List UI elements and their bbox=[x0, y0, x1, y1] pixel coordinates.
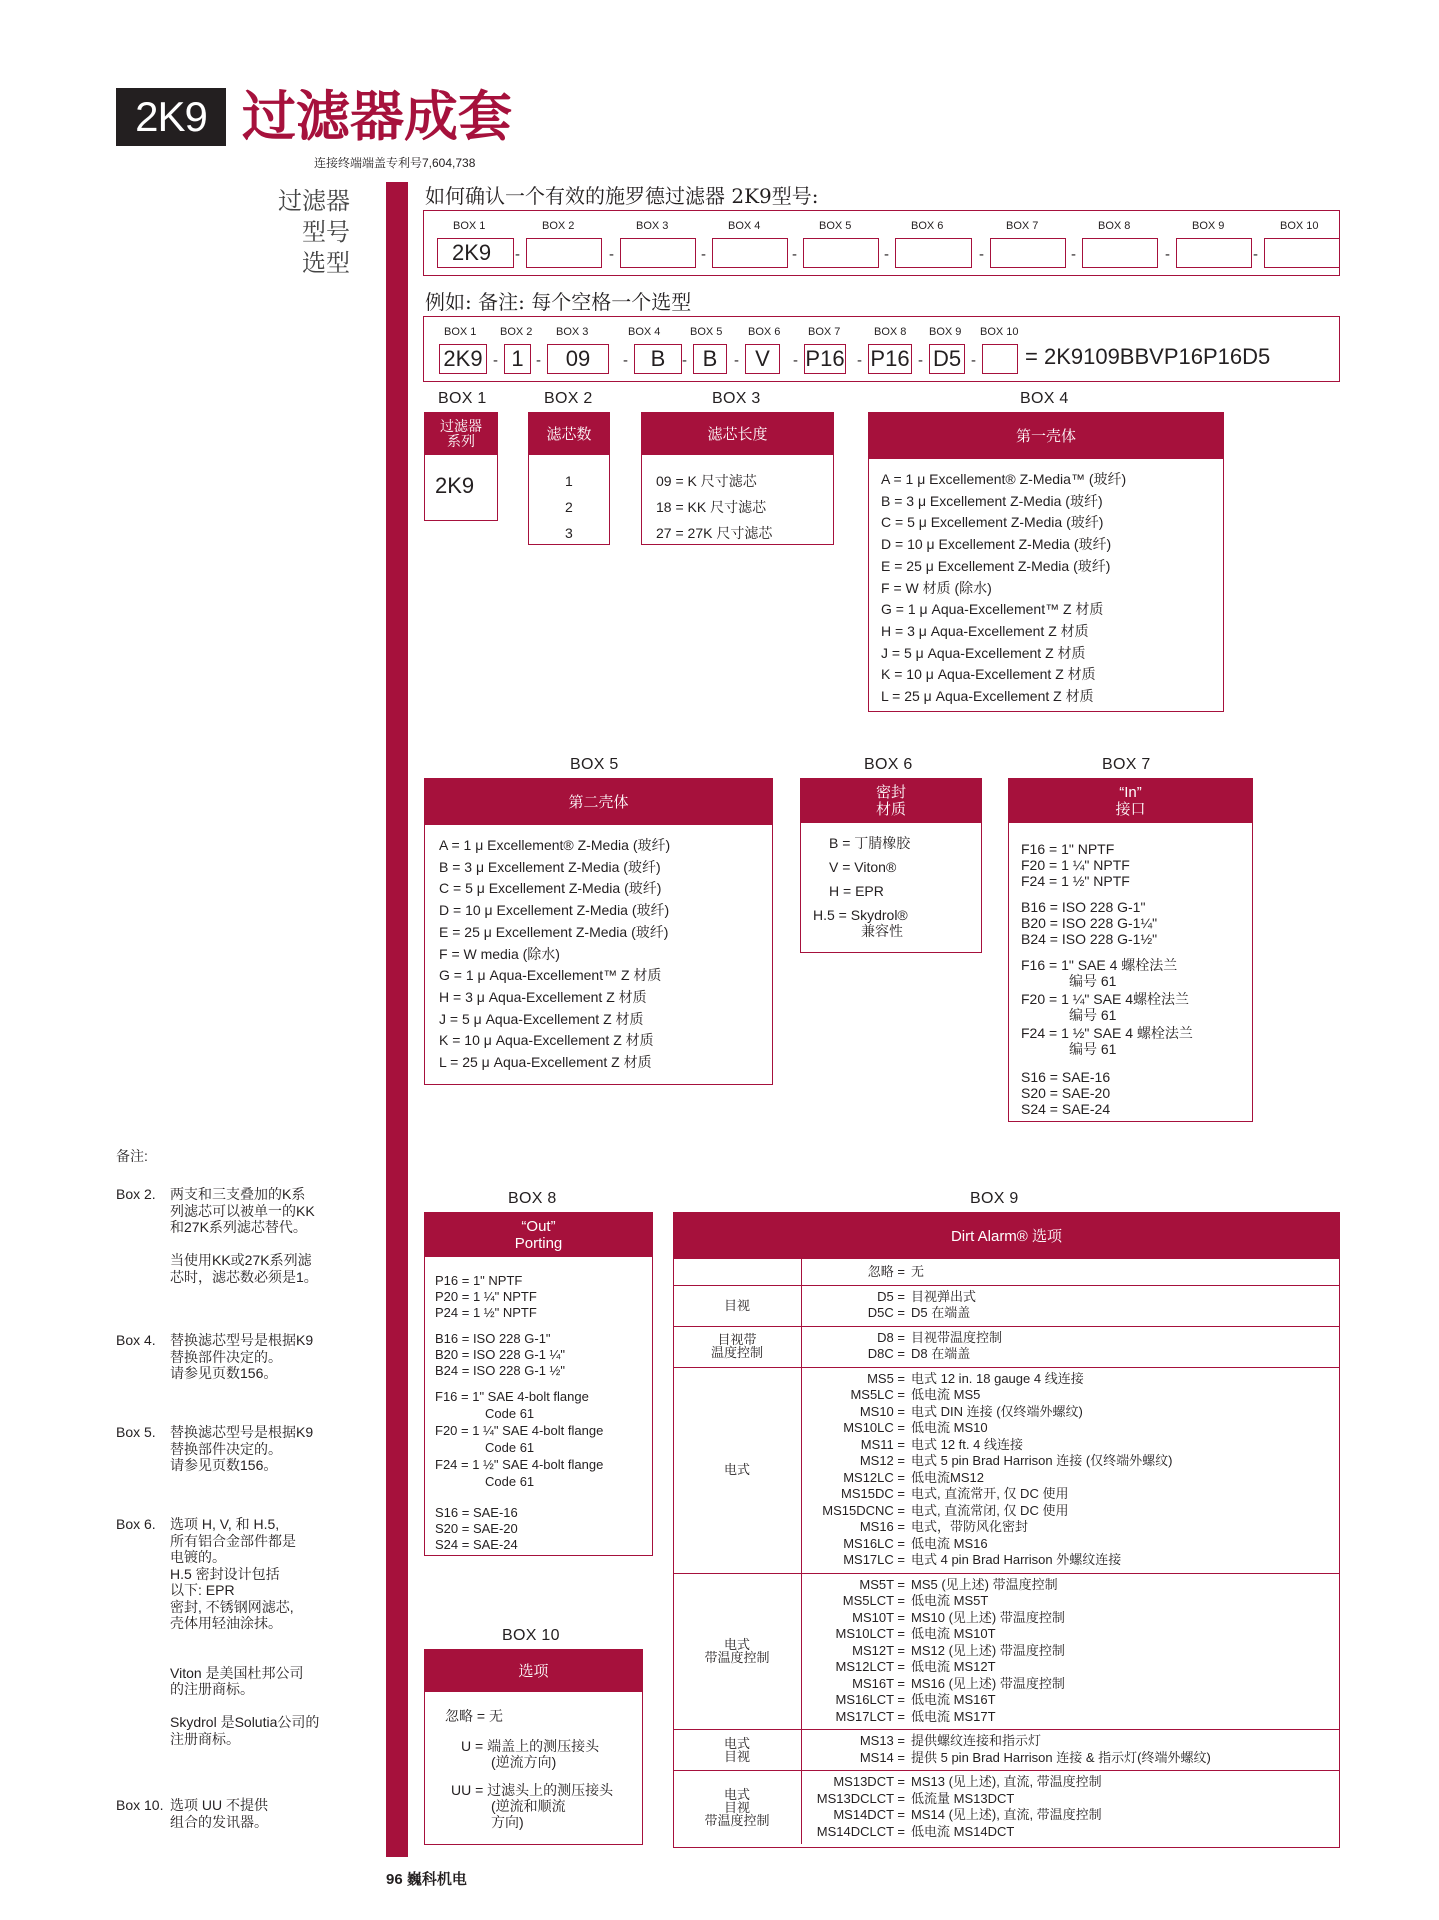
box8-line-14: S20 = SAE-20 bbox=[435, 1521, 518, 1536]
box9-row-code: D8C = bbox=[867, 1346, 905, 1361]
box8-line-4: B16 = ISO 228 G-1" bbox=[435, 1331, 551, 1346]
box9-row-desc: 电式 DIN 连接 (仅终端外螺纹) bbox=[911, 1403, 1083, 1419]
example-box-label-7: BOX 7 bbox=[808, 326, 841, 338]
box8-line-6: B24 = ISO 228 G-1 ½" bbox=[435, 1363, 565, 1378]
box8-line-13: S16 = SAE-16 bbox=[435, 1505, 518, 1520]
box8-line-11: F24 = 1 ½" SAE 4-bolt flange bbox=[435, 1457, 604, 1472]
box6-panel bbox=[800, 778, 982, 953]
box9-group-5-name-2: 带温度控制 bbox=[704, 1649, 770, 1665]
box7-line-7: F16 = 1" SAE 4 螺栓法兰 bbox=[1021, 957, 1178, 973]
box7-line-11: F24 = 1 ½" SAE 4 螺栓法兰 bbox=[1021, 1025, 1193, 1041]
box5-label: BOX 5 bbox=[570, 756, 619, 773]
box9-row-desc: 目视弹出式 bbox=[911, 1288, 977, 1304]
note-4-line-7: 壳体用轻油涂抹。 bbox=[170, 1615, 282, 1631]
box9-row-code: MS10LC = bbox=[843, 1420, 905, 1435]
box9-row-desc: 提供 5 pin Brad Harrison 连接 & 指示灯(终端外螺纹) bbox=[911, 1749, 1211, 1765]
box7-line-8: 编号 61 bbox=[1069, 973, 1117, 989]
box9-row-code: MS11 = bbox=[860, 1436, 905, 1452]
box9-row-code: MS5LC = bbox=[850, 1387, 905, 1402]
box7-line-5: B20 = ISO 228 G-1¼" bbox=[1021, 915, 1158, 931]
box9-row-code: MS14 = bbox=[859, 1749, 905, 1765]
note-2-line-2: 替换部件决定的。 bbox=[170, 1348, 282, 1365]
box9-group-7-name-2: 目视 bbox=[723, 1799, 750, 1815]
box10-line-6: 方向) bbox=[491, 1814, 524, 1830]
selector-box-label-10: BOX 10 bbox=[1280, 220, 1319, 232]
box9-row-desc: MS13 (见上述), 直流, 带温度控制 bbox=[911, 1774, 1102, 1789]
box1-header-2: 系列 bbox=[447, 433, 475, 449]
box9-row-code: D5 = bbox=[877, 1288, 905, 1304]
box9-row-desc: 低电流 MS10T bbox=[911, 1626, 996, 1641]
box1-value: 2K9 bbox=[435, 473, 475, 498]
box5-line-11: L = 25 μ Aqua-Excellement Z 材质 bbox=[439, 1054, 652, 1070]
selector-dash-6: - bbox=[979, 246, 984, 263]
note-4-line-14: 注册商标。 bbox=[170, 1730, 240, 1747]
box10-line-4: UU = 过滤头上的测压接头 bbox=[451, 1782, 614, 1798]
box7-header-2: 接口 bbox=[1115, 801, 1146, 818]
box9-row-code: MS5 = bbox=[867, 1370, 905, 1386]
box8-header-1: “Out” bbox=[521, 1218, 556, 1235]
code-badge: 2K9 bbox=[116, 88, 226, 146]
box8-header-2: Porting bbox=[514, 1235, 563, 1252]
box3-header: 滤芯长度 bbox=[642, 413, 833, 455]
box9-row-code: MS5T = bbox=[859, 1576, 905, 1592]
example-cell-5: B bbox=[693, 344, 727, 374]
box6-line-3: H = EPR bbox=[829, 883, 884, 899]
box1-panel bbox=[424, 412, 498, 521]
box9-row-desc: MS5 (见上述) 带温度控制 bbox=[911, 1576, 1058, 1592]
selector-cell-10 bbox=[1264, 238, 1340, 268]
box5-line-9: J = 5 μ Aqua-Excellement Z 材质 bbox=[439, 1010, 644, 1027]
box5-line-6: F = W media (除水) bbox=[439, 945, 560, 962]
example-dash-4: - bbox=[682, 352, 687, 369]
example-result: = 2K9109BBVP16P16D5 bbox=[1025, 344, 1271, 369]
box4-line-3: C = 5 μ Excellement Z-Media (玻纤) bbox=[881, 514, 1104, 531]
box4-line-5: E = 25 μ Excellement Z-Media (玻纤) bbox=[881, 557, 1111, 574]
box9-row-desc: 低电流 MS5 bbox=[911, 1387, 981, 1402]
box9-row-code: MS10T = bbox=[852, 1609, 905, 1625]
box9-group-3-name-2: 温度控制 bbox=[710, 1345, 763, 1360]
example-dash-1: - bbox=[493, 352, 498, 369]
box9-row-desc: 低电流 MS16T bbox=[911, 1692, 996, 1707]
box9-row-desc: 电式 4 pin Brad Harrison 外螺纹连接 bbox=[911, 1552, 1122, 1567]
box2-value-1: 1 bbox=[565, 473, 573, 489]
box6-header-2: 材质 bbox=[875, 801, 906, 818]
box9-row-code: MS13DCLCT = bbox=[816, 1790, 905, 1806]
example-dash-7: - bbox=[857, 352, 862, 369]
box9-row-desc: 低电流 MS12T bbox=[911, 1659, 996, 1674]
selector-box-label-5: BOX 5 bbox=[819, 220, 852, 232]
box9-group-6-name-1: 电式 bbox=[723, 1735, 750, 1751]
box10-header: 选项 bbox=[425, 1650, 642, 1692]
box9-row-code: MS14DCT = bbox=[833, 1807, 905, 1822]
note-3-line-1: 替换滤芯型号是根据K9 bbox=[170, 1424, 314, 1440]
box7-line-13: S16 = SAE-16 bbox=[1021, 1069, 1111, 1085]
box2-label: BOX 2 bbox=[544, 390, 593, 407]
box9-row-desc: 电式 12 in. 18 gauge 4 线连接 bbox=[911, 1370, 1084, 1386]
box8-line-1: P16 = 1" NPTF bbox=[435, 1273, 523, 1288]
box4-line-1: A = 1 μ Excellement® Z-Media™ (玻纤) bbox=[881, 471, 1127, 487]
box7-label: BOX 7 bbox=[1102, 756, 1151, 773]
box4-line-2: B = 3 μ Excellement Z-Media (玻纤) bbox=[881, 492, 1103, 509]
box5-line-2: B = 3 μ Excellement Z-Media (玻纤) bbox=[439, 858, 661, 875]
example-cell-8: P16 bbox=[868, 344, 912, 374]
box5-line-7: G = 1 μ Aqua-Excellement™ Z 材质 bbox=[439, 967, 662, 984]
selector-dash-2: - bbox=[609, 246, 614, 263]
box9-row-desc: D8 在端盖 bbox=[911, 1346, 971, 1361]
box9-separator-1 bbox=[673, 1285, 1340, 1286]
box9-row-code: D5C = bbox=[867, 1305, 905, 1320]
example-box-label-2: BOX 2 bbox=[500, 326, 533, 338]
box9-row-desc: MS10 (见上述) 带温度控制 bbox=[911, 1609, 1065, 1625]
box9-row-desc: 提供螺纹连接和指示灯 bbox=[911, 1733, 1042, 1748]
example-box-label-8: BOX 8 bbox=[874, 326, 907, 338]
box7-line-4: B16 = ISO 228 G-1" bbox=[1021, 899, 1146, 915]
box9-row-desc: MS12 (见上述) 带温度控制 bbox=[911, 1642, 1065, 1658]
box7-panel bbox=[1008, 778, 1253, 1122]
box9-row-desc: MS16 (见上述) 带温度控制 bbox=[911, 1675, 1065, 1691]
box2-panel bbox=[528, 412, 610, 545]
box4-label: BOX 4 bbox=[1020, 390, 1069, 407]
box8-line-15: S24 = SAE-24 bbox=[435, 1537, 518, 1552]
box6-line-4: H.5 = Skydrol® bbox=[813, 907, 908, 923]
selector-dash-1: - bbox=[515, 246, 520, 263]
box4-line-6: F = W 材质 (除水) bbox=[881, 579, 992, 596]
box9-row-desc: 电式, 直流常开, 仅 DC 使用 bbox=[911, 1486, 1069, 1501]
box3-label: BOX 3 bbox=[712, 390, 761, 407]
box9-row-code: MS10LCT = bbox=[835, 1626, 905, 1641]
box4-line-7: G = 1 μ Aqua-Excellement™ Z 材质 bbox=[881, 601, 1104, 618]
box4-line-4: D = 10 μ Excellement Z-Media (玻纤) bbox=[881, 536, 1112, 553]
selector-box-label-6: BOX 6 bbox=[911, 220, 944, 232]
selector-box-label-8: BOX 8 bbox=[1098, 220, 1131, 232]
box5-line-10: K = 10 μ Aqua-Excellement Z 材质 bbox=[439, 1032, 654, 1049]
note-key-2: Box 4. bbox=[116, 1332, 156, 1348]
box8-line-2: P20 = 1 ¼" NPTF bbox=[435, 1289, 537, 1304]
box9-row-desc: 低流量 MS13DCT bbox=[911, 1790, 1015, 1806]
box7-line-6: B24 = ISO 228 G-1½" bbox=[1021, 931, 1158, 947]
note-3-line-3: 请参见页数156。 bbox=[170, 1457, 278, 1473]
note-4-line-10: Viton 是美国杜邦公司 bbox=[170, 1664, 304, 1681]
box9-group-6-name-2: 目视 bbox=[723, 1748, 750, 1764]
box2-value-2: 2 bbox=[565, 499, 573, 515]
note-5-line-1: 选项 UU 不提供 bbox=[170, 1797, 268, 1813]
selector-cell-7 bbox=[990, 238, 1066, 268]
selector-dash-7: - bbox=[1071, 246, 1076, 263]
note-3-line-2: 替换部件决定的。 bbox=[170, 1440, 282, 1457]
box8-line-7: F16 = 1" SAE 4-bolt flange bbox=[435, 1389, 589, 1404]
box6-line-5: 兼容性 bbox=[861, 923, 903, 939]
box9-row-desc: 低电流 MS17T bbox=[911, 1708, 996, 1724]
box9-row-desc: 电式，带防风化密封 bbox=[911, 1519, 1029, 1534]
selector-cell-3 bbox=[620, 238, 696, 268]
note-key-4: Box 6. bbox=[116, 1516, 156, 1532]
note-1-line-5: 当使用KK或27K系列滤 bbox=[170, 1252, 312, 1268]
box5-line-3: C = 5 μ Excellement Z-Media (玻纤) bbox=[439, 880, 662, 897]
box9-row-desc: 低电流 MS10 bbox=[911, 1420, 988, 1435]
selector-title: 如何确认一个有效的施罗德过滤器 2K9型号: bbox=[425, 184, 819, 208]
note-2-line-1: 替换滤芯型号是根据K9 bbox=[170, 1332, 314, 1348]
box1-label: BOX 1 bbox=[438, 390, 487, 407]
box9-row-code: MS13DCT = bbox=[833, 1774, 905, 1789]
example-box-label-10: BOX 10 bbox=[980, 326, 1019, 338]
box7-line-12: 编号 61 bbox=[1069, 1041, 1117, 1057]
box9-group-4-name-1: 电式 bbox=[723, 1462, 750, 1477]
box3-panel bbox=[641, 412, 834, 545]
box5-line-4: D = 10 μ Excellement Z-Media (玻纤) bbox=[439, 902, 670, 919]
box6-line-1: B = 丁腈橡胶 bbox=[829, 835, 911, 851]
selector-cell-4 bbox=[712, 238, 788, 268]
box9-row-desc: D5 在端盖 bbox=[911, 1305, 971, 1320]
note-4-line-5: 以下: EPR bbox=[170, 1582, 235, 1598]
box4-line-10: K = 10 μ Aqua-Excellement Z 材质 bbox=[881, 666, 1096, 683]
box5-line-8: H = 3 μ Aqua-Excellement Z 材质 bbox=[439, 988, 647, 1005]
box5-line-1: A = 1 μ Excellement® Z-Media (玻纤) bbox=[439, 837, 671, 853]
box4-header: 第一壳体 bbox=[869, 413, 1223, 459]
box9-row-desc: 无 bbox=[911, 1264, 925, 1279]
box10-line-2: U = 端盖上的测压接头 bbox=[461, 1738, 600, 1754]
box9-separator-2 bbox=[673, 1326, 1340, 1327]
box9-row-code: MS17LC = bbox=[843, 1552, 905, 1567]
box9-group-7-name-3: 带温度控制 bbox=[704, 1812, 770, 1828]
selector-dash-5: - bbox=[884, 246, 889, 263]
box9-row-code: MS5LCT = bbox=[842, 1593, 905, 1608]
box4-line-8: H = 3 μ Aqua-Excellement Z 材质 bbox=[881, 622, 1089, 639]
selector-dash-3: - bbox=[701, 246, 706, 263]
box4-line-9: J = 5 μ Aqua-Excellement Z 材质 bbox=[881, 644, 1086, 661]
box9-row-code: MS12LC = bbox=[843, 1469, 905, 1485]
example-cell-3: 09 bbox=[547, 344, 609, 374]
box9-row-desc: 目视带温度控制 bbox=[911, 1329, 1003, 1345]
box5-panel bbox=[424, 778, 773, 1085]
example-box-label-6: BOX 6 bbox=[748, 326, 781, 338]
example-box-label-3: BOX 3 bbox=[556, 326, 589, 338]
box2-value-3: 3 bbox=[565, 525, 573, 541]
notes-title: 备注: bbox=[116, 1148, 148, 1164]
box7-line-14: S20 = SAE-20 bbox=[1021, 1085, 1111, 1101]
example-cell-1: 2K9 bbox=[439, 344, 487, 374]
box9-row-code: MS16 = bbox=[859, 1519, 905, 1534]
note-4-line-6: 密封, 不锈钢网滤芯, bbox=[170, 1598, 294, 1615]
box9-header: Dirt Alarm® 选项 bbox=[674, 1213, 1339, 1259]
selector-cell-8 bbox=[1082, 238, 1158, 268]
example-box-label-9: BOX 9 bbox=[929, 326, 962, 338]
box6-line-2: V = Viton® bbox=[829, 859, 897, 875]
example-cell-6: V bbox=[745, 344, 780, 374]
box9-row-desc: 低电流MS12 bbox=[911, 1469, 984, 1485]
box9-row-code: MS16T = bbox=[852, 1675, 905, 1691]
note-4-line-11: 的注册商标。 bbox=[170, 1681, 254, 1697]
selector-cell-9 bbox=[1176, 238, 1252, 268]
selector-cell-6 bbox=[895, 238, 972, 268]
selector-cell-2 bbox=[526, 238, 602, 268]
box9-row-code: MS15DC = bbox=[841, 1486, 905, 1501]
box7-line-9: F20 = 1 ¼" SAE 4螺栓法兰 bbox=[1021, 991, 1189, 1007]
page-title: 过滤器成套 bbox=[242, 84, 512, 148]
selector-box-label-1: BOX 1 bbox=[453, 220, 486, 232]
selector-box-label-7: BOX 7 bbox=[1006, 220, 1039, 232]
box8-line-12: Code 61 bbox=[485, 1474, 535, 1489]
box9-group-3-name-1: 目视带 bbox=[717, 1332, 757, 1347]
box9-separator-3 bbox=[673, 1367, 1340, 1368]
box10-panel bbox=[424, 1649, 643, 1845]
selector-dash-8: - bbox=[1165, 246, 1170, 263]
box10-label: BOX 10 bbox=[502, 1627, 560, 1644]
selector-box-label-9: BOX 9 bbox=[1192, 220, 1225, 232]
note-4-line-13: Skydrol 是Solutia公司的 bbox=[170, 1714, 320, 1730]
note-key-3: Box 5. bbox=[116, 1424, 156, 1440]
box9-row-desc: 低电流 MS14DCT bbox=[911, 1823, 1015, 1839]
patent-note: 连接终端端盖专利号7,604,738 bbox=[314, 156, 476, 170]
box9-separator-6 bbox=[673, 1770, 1340, 1771]
box9-label: BOX 9 bbox=[970, 1190, 1019, 1207]
note-4-line-4: H.5 密封设计包括 bbox=[170, 1565, 280, 1582]
accent-bar bbox=[386, 182, 408, 1857]
box9-row-code: MS16LCT = bbox=[835, 1692, 905, 1707]
note-2-line-3: 请参见页数156。 bbox=[170, 1365, 278, 1381]
box3-line-2: 18 = KK 尺寸滤芯 bbox=[656, 499, 767, 515]
box10-line-3: (逆流方向) bbox=[491, 1754, 557, 1770]
box9-row-desc: 电式 5 pin Brad Harrison 连接 (仅终端外螺纹) bbox=[911, 1453, 1173, 1468]
selector-cell-1: 2K9 bbox=[437, 238, 514, 268]
box7-line-2: F20 = 1 ¼" NPTF bbox=[1021, 857, 1130, 873]
box9-row-code: MS13 = bbox=[859, 1733, 905, 1748]
example-dash-5: - bbox=[734, 352, 739, 369]
note-1-line-3: 和27K系列滤芯替代。 bbox=[170, 1219, 307, 1235]
box9-row-desc: 低电流 MS16 bbox=[911, 1535, 988, 1551]
note-1-line-6: 芯时，滤芯数必须是1。 bbox=[170, 1268, 318, 1285]
example-cell-9: D5 bbox=[929, 344, 965, 374]
box9-row-code: 忽略 = bbox=[867, 1264, 905, 1279]
box9-group-7-name-1: 电式 bbox=[723, 1786, 750, 1802]
note-key-5: Box 10. bbox=[116, 1797, 164, 1813]
box9-row-code: MS15DCNC = bbox=[822, 1502, 905, 1518]
box9-separator-4 bbox=[673, 1573, 1340, 1574]
box9-separator-5 bbox=[673, 1729, 1340, 1730]
box9-row-code: MS12T = bbox=[852, 1642, 905, 1658]
box7-header-1: “In” bbox=[1119, 784, 1142, 801]
example-dash-2: - bbox=[536, 352, 541, 369]
box8-line-3: P24 = 1 ½" NPTF bbox=[435, 1305, 537, 1320]
selector-box-label-4: BOX 4 bbox=[728, 220, 761, 232]
example-box-label-4: BOX 4 bbox=[628, 326, 661, 338]
box8-line-10: Code 61 bbox=[485, 1440, 535, 1455]
selector-box-label-3: BOX 3 bbox=[636, 220, 669, 232]
box9-divider bbox=[801, 1258, 802, 1844]
selector-box-label-2: BOX 2 bbox=[542, 220, 575, 232]
selector-dash-4: - bbox=[792, 246, 797, 263]
box10-line-1: 忽略 = 无 bbox=[445, 1708, 503, 1724]
box6-label: BOX 6 bbox=[864, 756, 913, 773]
box9-row-code: MS17LCT = bbox=[835, 1708, 905, 1724]
example-cell-10 bbox=[982, 344, 1018, 374]
box9-row-desc: 电式 12 ft. 4 线连接 bbox=[911, 1436, 1023, 1452]
box1-header-1: 过滤器 bbox=[440, 418, 482, 434]
example-title: 例如: 备注: 每个空格一个选型 bbox=[425, 290, 692, 314]
side-title: 过滤器 型号 选型 bbox=[278, 187, 350, 277]
note-5-line-2: 组合的发讯器。 bbox=[170, 1813, 268, 1830]
box10-line-5: (逆流和顺流 bbox=[491, 1798, 566, 1814]
box3-line-1: 09 = K 尺寸滤芯 bbox=[656, 473, 757, 489]
box9-row-code: MS10 = bbox=[859, 1403, 905, 1419]
box9-group-2-name-1: 目视 bbox=[723, 1297, 750, 1313]
box3-line-3: 27 = 27K 尺寸滤芯 bbox=[656, 525, 773, 541]
box9-row-desc: MS14 (见上述), 直流, 带温度控制 bbox=[911, 1807, 1102, 1822]
box9-row-code: MS12LCT = bbox=[835, 1659, 905, 1674]
box9-group-5-name-1: 电式 bbox=[723, 1636, 750, 1652]
note-1-line-2: 列滤芯可以被单一的KK bbox=[170, 1202, 315, 1219]
box8-line-8: Code 61 bbox=[485, 1406, 535, 1421]
example-dash-3: - bbox=[623, 352, 628, 369]
box9-row-code: MS12 = bbox=[859, 1453, 905, 1468]
box6-header-1: 密封 bbox=[875, 784, 906, 801]
box2-header: 滤芯数 bbox=[529, 413, 609, 455]
box5-line-5: E = 25 μ Excellement Z-Media (玻纤) bbox=[439, 923, 669, 940]
box9-row-code: MS16LC = bbox=[843, 1535, 905, 1551]
note-4-line-1: 选项 H, V, 和 H.5, bbox=[170, 1516, 280, 1532]
box4-line-11: L = 25 μ Aqua-Excellement Z 材质 bbox=[881, 688, 1094, 704]
example-box-label-1: BOX 1 bbox=[444, 326, 477, 338]
box9-row-desc: 低电流 MS5T bbox=[911, 1593, 989, 1608]
box9-row-code: MS14DCLCT = bbox=[816, 1823, 905, 1839]
box7-line-3: F24 = 1 ½" NPTF bbox=[1021, 873, 1130, 889]
note-key-1: Box 2. bbox=[116, 1186, 156, 1202]
note-4-line-2: 所有铝合金部件都是 bbox=[170, 1532, 296, 1549]
example-cell-2: 1 bbox=[504, 344, 531, 374]
box8-line-5: B20 = ISO 228 G-1 ¼" bbox=[435, 1347, 565, 1362]
box7-line-10: 编号 61 bbox=[1069, 1007, 1117, 1023]
box9-row-code: D8 = bbox=[877, 1329, 905, 1345]
box7-line-15: S24 = SAE-24 bbox=[1021, 1101, 1111, 1117]
example-dash-6: - bbox=[793, 352, 798, 369]
box8-label: BOX 8 bbox=[508, 1190, 557, 1207]
box5-header: 第二壳体 bbox=[425, 779, 772, 825]
note-1-line-1: 两支和三支叠加的K系 bbox=[170, 1186, 306, 1202]
box9-row-desc: 电式, 直流常闭, 仅 DC 使用 bbox=[911, 1502, 1069, 1518]
box7-line-1: F16 = 1" NPTF bbox=[1021, 841, 1115, 857]
selector-cell-5 bbox=[803, 238, 879, 268]
note-4-line-3: 电镀的。 bbox=[170, 1549, 226, 1565]
box8-line-9: F20 = 1 ¼" SAE 4-bolt flange bbox=[435, 1423, 604, 1438]
box8-panel bbox=[424, 1212, 653, 1556]
box4-panel bbox=[868, 412, 1224, 712]
example-cell-7: P16 bbox=[804, 344, 846, 374]
example-dash-9: - bbox=[971, 352, 976, 369]
page-footer: 96 巍科机电 bbox=[386, 1871, 467, 1888]
example-box-label-5: BOX 5 bbox=[690, 326, 723, 338]
example-cell-4: B bbox=[634, 344, 682, 374]
selector-dash-9: - bbox=[1253, 246, 1258, 263]
example-dash-8: - bbox=[918, 352, 923, 369]
